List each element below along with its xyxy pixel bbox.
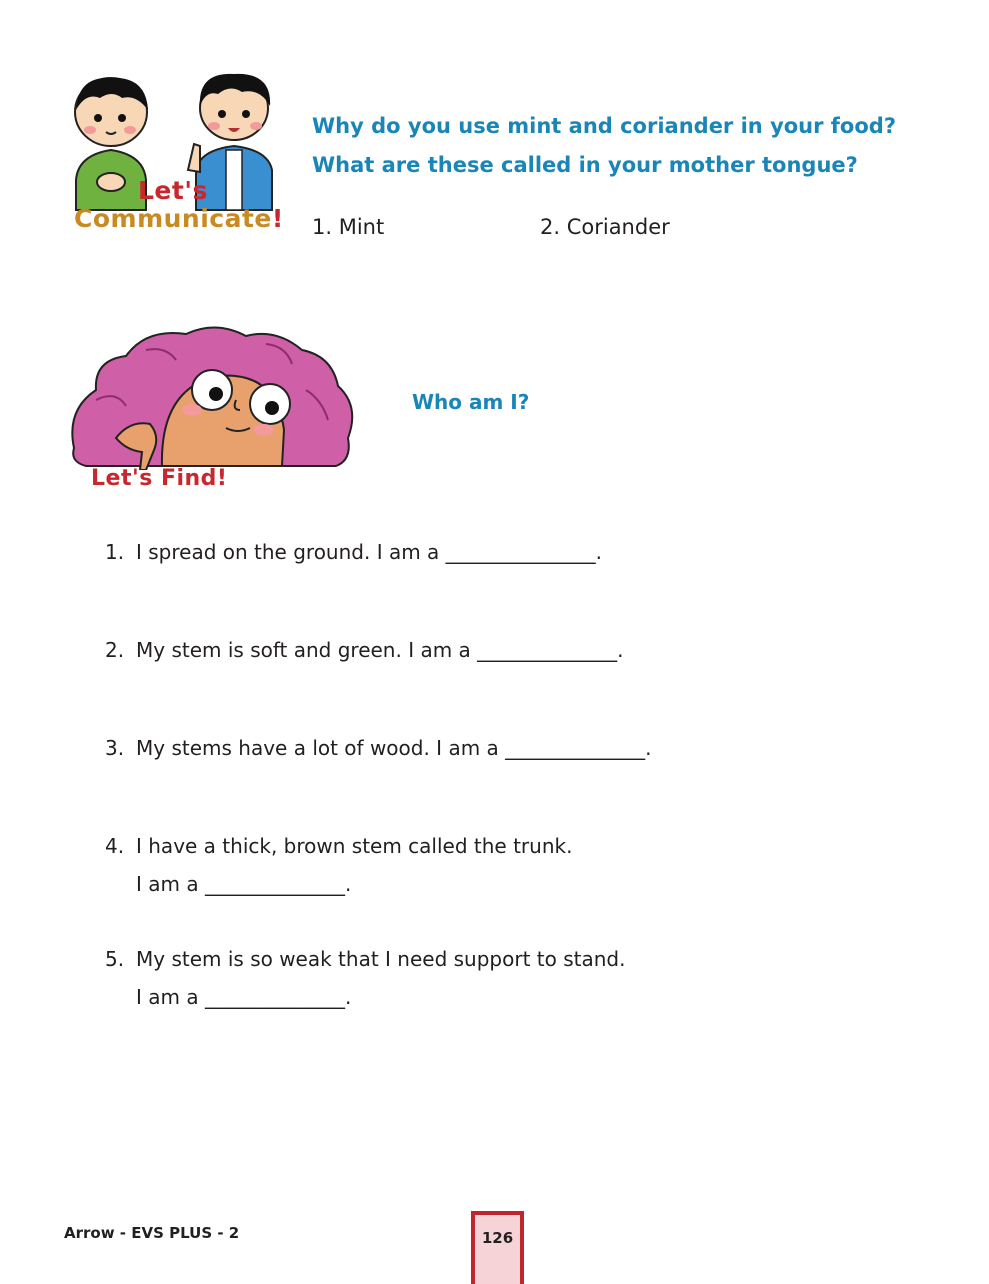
who-am-i-heading: Who am I? xyxy=(412,390,530,414)
question-text: I spread on the ground. I am a _______________. xyxy=(136,540,603,564)
lets-find-badge: Let's Find! xyxy=(91,466,228,491)
option-coriander: 2. Coriander xyxy=(540,215,670,239)
question-text: My stem is so weak that I need support to stand. xyxy=(136,947,626,971)
communicate-question-2: What are these called in your mother tongue? xyxy=(312,153,858,177)
question-answer-line: I am a ______________. xyxy=(136,985,352,1009)
communicate-word: Communicate xyxy=(74,204,272,233)
question-number: 4. xyxy=(105,834,125,858)
communicate-exclamation: ! xyxy=(271,204,284,233)
question-number: 2. xyxy=(105,638,125,662)
question-text: I have a thick, brown stem called the trunk. xyxy=(136,834,573,858)
question-answer-line: I am a ______________. xyxy=(136,872,352,896)
lets-communicate-badge-lets: Let's xyxy=(138,176,208,205)
lets-communicate-badge-word xyxy=(74,204,284,233)
option-mint: 1. Mint xyxy=(312,215,385,239)
question-number: 3. xyxy=(105,736,125,760)
page-number: 126 xyxy=(481,1229,514,1247)
communicate-question-1: Why do you use mint and coriander in your food? xyxy=(312,114,897,138)
question-number: 5. xyxy=(105,947,125,971)
question-number: 1. xyxy=(105,540,125,564)
question-text: My stems have a lot of wood. I am a ______________. xyxy=(136,736,652,760)
book-title-footer: Arrow - EVS PLUS - 2 xyxy=(64,1224,240,1242)
question-text: My stem is soft and green. I am a ______________. xyxy=(136,638,624,662)
page-number-box xyxy=(471,1211,524,1284)
lets-find-illustration xyxy=(66,320,360,470)
